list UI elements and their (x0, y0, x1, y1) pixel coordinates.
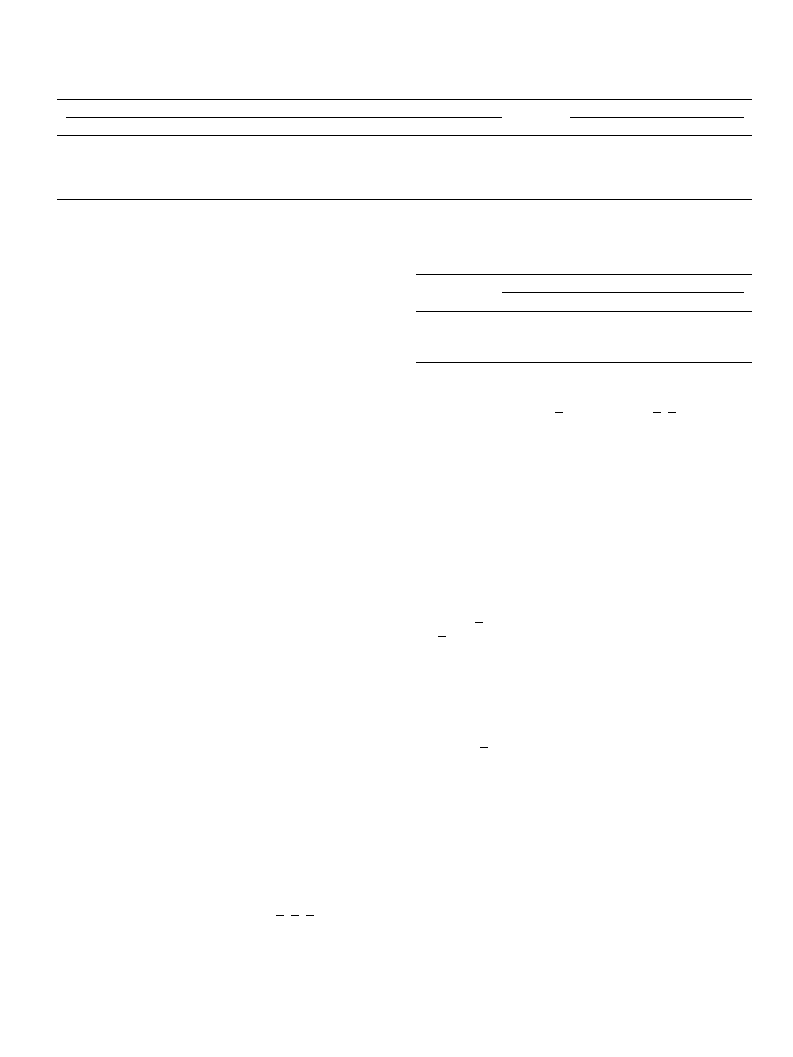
top-table-right-group-rule (570, 117, 744, 118)
right-table-group-rule (502, 292, 744, 293)
right-table-top-rule (416, 274, 752, 275)
right-table-bottom-rule (416, 362, 752, 363)
overbar-mark (475, 622, 483, 623)
overbar-mark (555, 412, 563, 413)
overbar-mark (668, 412, 676, 413)
top-table-bottom-rule (57, 199, 752, 200)
overbar-mark (653, 412, 661, 413)
overbar-mark (480, 747, 488, 748)
top-table-top-rule (57, 99, 752, 100)
overbar-mark (291, 915, 299, 916)
top-table-header-rule (57, 135, 752, 136)
right-table-header-rule (416, 311, 752, 312)
overbar-mark (438, 636, 446, 637)
overbar-mark (276, 915, 284, 916)
top-table-left-group-rule (66, 117, 502, 118)
overbar-mark (306, 915, 314, 916)
